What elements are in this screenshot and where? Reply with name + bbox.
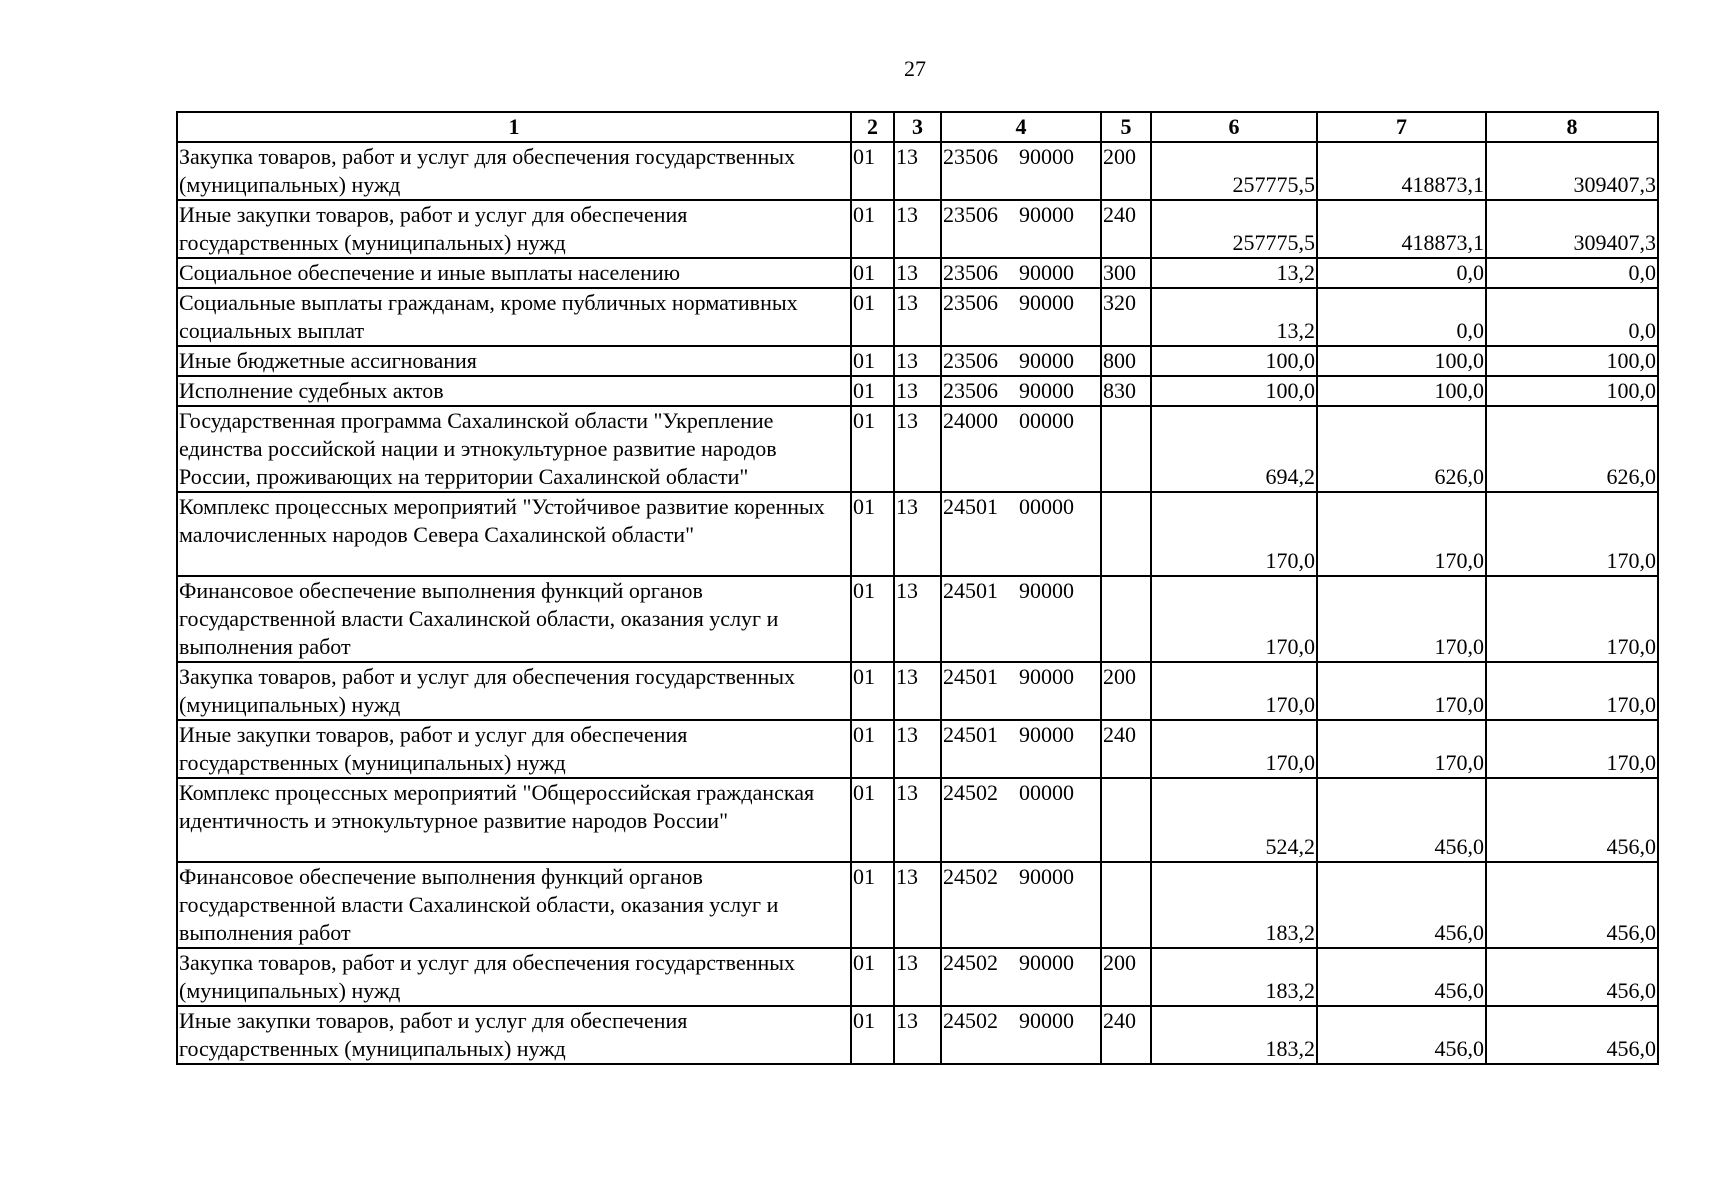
subsection-code-cell: 13 bbox=[894, 492, 941, 576]
section-code-cell: 01 bbox=[851, 492, 894, 576]
table-row bbox=[177, 492, 1658, 576]
target-article-direction: 90000 bbox=[1019, 290, 1074, 315]
amount-col-8-cell: 170,0 bbox=[1486, 492, 1658, 576]
subsection-code-cell: 13 bbox=[894, 288, 941, 346]
target-article-direction: 00000 bbox=[1019, 494, 1074, 519]
section-code-cell: 01 bbox=[851, 258, 894, 288]
target-article-cell bbox=[941, 576, 1101, 662]
target-article-direction: 90000 bbox=[1019, 348, 1074, 373]
amount-col-8-cell: 456,0 bbox=[1486, 778, 1658, 862]
expense-type-cell: 240 bbox=[1101, 1006, 1151, 1064]
target-article-direction: 90000 bbox=[1019, 664, 1074, 689]
subsection-code-cell: 13 bbox=[894, 1006, 941, 1064]
target-article-cell bbox=[941, 258, 1101, 288]
expense-type-cell: 200 bbox=[1101, 142, 1151, 200]
expense-type-cell bbox=[1101, 492, 1151, 576]
amount-col-6-cell: 13,2 bbox=[1151, 258, 1317, 288]
budget-table bbox=[176, 111, 1659, 1065]
target-article-program: 24502 bbox=[943, 864, 998, 889]
amount-col-6-cell: 170,0 bbox=[1151, 576, 1317, 662]
amount-col-6-cell: 524,2 bbox=[1151, 778, 1317, 862]
header-col-6: 6 bbox=[1151, 112, 1317, 142]
amount-col-7-cell: 170,0 bbox=[1317, 576, 1486, 662]
amount-col-7-cell: 456,0 bbox=[1317, 948, 1486, 1006]
table-row bbox=[177, 576, 1658, 662]
expense-type-cell bbox=[1101, 576, 1151, 662]
target-article-program: 24000 bbox=[943, 408, 998, 433]
subsection-code-cell: 13 bbox=[894, 862, 941, 948]
amount-col-6-cell: 257775,5 bbox=[1151, 142, 1317, 200]
target-article-direction: 90000 bbox=[1019, 378, 1074, 403]
target-article-program: 24501 bbox=[943, 578, 998, 603]
target-article-program: 23506 bbox=[943, 260, 998, 285]
header-col-8: 8 bbox=[1486, 112, 1658, 142]
subsection-code-cell: 13 bbox=[894, 346, 941, 376]
target-article-program: 24501 bbox=[943, 494, 998, 519]
amount-col-7-cell: 170,0 bbox=[1317, 720, 1486, 778]
row-name-cell: Комплекс процессных мероприятий "Общероссийская гражданская идентичность и этнокультурное развитие народов России" bbox=[177, 778, 851, 862]
header-col-5: 5 bbox=[1101, 112, 1151, 142]
amount-col-8-cell: 309407,3 bbox=[1486, 200, 1658, 258]
header-col-3: 3 bbox=[894, 112, 941, 142]
amount-col-7-cell: 170,0 bbox=[1317, 492, 1486, 576]
amount-col-7-cell: 456,0 bbox=[1317, 862, 1486, 948]
section-code-cell: 01 bbox=[851, 720, 894, 778]
page-number: 27 bbox=[904, 56, 926, 81]
target-article-program: 23506 bbox=[943, 290, 998, 315]
section-code-cell: 01 bbox=[851, 576, 894, 662]
amount-col-8-cell: 170,0 bbox=[1486, 576, 1658, 662]
target-article-program: 24501 bbox=[943, 722, 998, 747]
row-name-cell: Комплекс процессных мероприятий "Устойчивое развитие коренных малочисленных народов Севера Сахалинской области" bbox=[177, 492, 851, 576]
row-name-cell: Социальное обеспечение и иные выплаты населению bbox=[177, 258, 851, 288]
target-article-direction: 90000 bbox=[1019, 1008, 1074, 1033]
row-name-cell: Иные закупки товаров, работ и услуг для обеспечения государственных (муниципальных) нужд bbox=[177, 1006, 851, 1064]
row-name-cell: Государственная программа Сахалинской области "Укрепление единства российской нации и этнокультурное развитие народов России, проживающих на территории Сахалинской области" bbox=[177, 406, 851, 492]
section-code-cell: 01 bbox=[851, 346, 894, 376]
table-row bbox=[177, 200, 1658, 258]
subsection-code-cell: 13 bbox=[894, 576, 941, 662]
expense-type-cell: 200 bbox=[1101, 948, 1151, 1006]
expense-type-cell bbox=[1101, 778, 1151, 862]
row-name-cell: Закупка товаров, работ и услуг для обеспечения государственных (муниципальных) нужд bbox=[177, 142, 851, 200]
subsection-code-cell: 13 bbox=[894, 258, 941, 288]
section-code-cell: 01 bbox=[851, 288, 894, 346]
table-row bbox=[177, 662, 1658, 720]
amount-col-8-cell: 456,0 bbox=[1486, 1006, 1658, 1064]
table-row bbox=[177, 720, 1658, 778]
target-article-program: 24502 bbox=[943, 950, 998, 975]
target-article-cell bbox=[941, 288, 1101, 346]
header-col-4: 4 bbox=[941, 112, 1101, 142]
section-code-cell: 01 bbox=[851, 200, 894, 258]
section-code-cell: 01 bbox=[851, 406, 894, 492]
target-article-cell bbox=[941, 346, 1101, 376]
expense-type-cell bbox=[1101, 406, 1151, 492]
row-name-cell: Иные закупки товаров, работ и услуг для обеспечения государственных (муниципальных) нужд bbox=[177, 720, 851, 778]
target-article-cell bbox=[941, 862, 1101, 948]
expense-type-cell: 320 bbox=[1101, 288, 1151, 346]
section-code-cell: 01 bbox=[851, 778, 894, 862]
amount-col-8-cell: 0,0 bbox=[1486, 288, 1658, 346]
table-row bbox=[177, 376, 1658, 406]
header-row bbox=[177, 112, 1658, 142]
expense-type-cell: 300 bbox=[1101, 258, 1151, 288]
table-row bbox=[177, 288, 1658, 346]
row-name-cell: Закупка товаров, работ и услуг для обеспечения государственных (муниципальных) нужд bbox=[177, 662, 851, 720]
target-article-cell bbox=[941, 200, 1101, 258]
target-article-program: 24502 bbox=[943, 1008, 998, 1033]
subsection-code-cell: 13 bbox=[894, 720, 941, 778]
target-article-direction: 90000 bbox=[1019, 144, 1074, 169]
target-article-cell bbox=[941, 948, 1101, 1006]
table-body bbox=[177, 142, 1658, 1064]
amount-col-6-cell: 183,2 bbox=[1151, 1006, 1317, 1064]
row-name-cell: Закупка товаров, работ и услуг для обеспечения государственных (муниципальных) нужд bbox=[177, 948, 851, 1006]
subsection-code-cell: 13 bbox=[894, 948, 941, 1006]
table-row bbox=[177, 948, 1658, 1006]
header-col-1: 1 bbox=[177, 112, 851, 142]
table-row bbox=[177, 778, 1658, 862]
amount-col-7-cell: 0,0 bbox=[1317, 288, 1486, 346]
row-name-cell: Иные закупки товаров, работ и услуг для обеспечения государственных (муниципальных) нужд bbox=[177, 200, 851, 258]
amount-col-6-cell: 183,2 bbox=[1151, 948, 1317, 1006]
target-article-cell bbox=[941, 406, 1101, 492]
amount-col-8-cell: 626,0 bbox=[1486, 406, 1658, 492]
amount-col-7-cell: 456,0 bbox=[1317, 778, 1486, 862]
section-code-cell: 01 bbox=[851, 948, 894, 1006]
amount-col-7-cell: 100,0 bbox=[1317, 376, 1486, 406]
subsection-code-cell: 13 bbox=[894, 662, 941, 720]
target-article-direction: 00000 bbox=[1019, 408, 1074, 433]
expense-type-cell: 240 bbox=[1101, 720, 1151, 778]
amount-col-8-cell: 456,0 bbox=[1486, 948, 1658, 1006]
amount-col-6-cell: 694,2 bbox=[1151, 406, 1317, 492]
section-code-cell: 01 bbox=[851, 1006, 894, 1064]
amount-col-6-cell: 170,0 bbox=[1151, 720, 1317, 778]
target-article-cell bbox=[941, 376, 1101, 406]
target-article-cell bbox=[941, 778, 1101, 862]
expense-type-cell bbox=[1101, 862, 1151, 948]
amount-col-6-cell: 183,2 bbox=[1151, 862, 1317, 948]
row-name-cell: Иные бюджетные ассигнования bbox=[177, 346, 851, 376]
header-col-7: 7 bbox=[1317, 112, 1486, 142]
amount-col-6-cell: 170,0 bbox=[1151, 492, 1317, 576]
target-article-direction: 90000 bbox=[1019, 864, 1074, 889]
header-col-2: 2 bbox=[851, 112, 894, 142]
target-article-direction: 00000 bbox=[1019, 780, 1074, 805]
amount-col-7-cell: 170,0 bbox=[1317, 662, 1486, 720]
target-article-program: 24501 bbox=[943, 664, 998, 689]
section-code-cell: 01 bbox=[851, 862, 894, 948]
amount-col-7-cell: 456,0 bbox=[1317, 1006, 1486, 1064]
expense-type-cell: 830 bbox=[1101, 376, 1151, 406]
row-name-cell: Социальные выплаты гражданам, кроме публичных нормативных социальных выплат bbox=[177, 288, 851, 346]
amount-col-7-cell: 100,0 bbox=[1317, 346, 1486, 376]
target-article-direction: 90000 bbox=[1019, 950, 1074, 975]
target-article-cell bbox=[941, 142, 1101, 200]
table-row bbox=[177, 346, 1658, 376]
amount-col-7-cell: 418873,1 bbox=[1317, 200, 1486, 258]
target-article-direction: 90000 bbox=[1019, 578, 1074, 603]
expense-type-cell: 200 bbox=[1101, 662, 1151, 720]
target-article-direction: 90000 bbox=[1019, 260, 1074, 285]
amount-col-7-cell: 626,0 bbox=[1317, 406, 1486, 492]
amount-col-6-cell: 13,2 bbox=[1151, 288, 1317, 346]
target-article-direction: 90000 bbox=[1019, 202, 1074, 227]
row-name-cell: Исполнение судебных актов bbox=[177, 376, 851, 406]
row-name-cell: Финансовое обеспечение выполнения функций органов государственной власти Сахалинской области, оказания услуг и выполнения работ bbox=[177, 576, 851, 662]
amount-col-8-cell: 100,0 bbox=[1486, 376, 1658, 406]
amount-col-8-cell: 456,0 bbox=[1486, 862, 1658, 948]
amount-col-8-cell: 170,0 bbox=[1486, 720, 1658, 778]
table-row bbox=[177, 258, 1658, 288]
amount-col-8-cell: 0,0 bbox=[1486, 258, 1658, 288]
section-code-cell: 01 bbox=[851, 662, 894, 720]
table-row bbox=[177, 406, 1658, 492]
amount-col-6-cell: 100,0 bbox=[1151, 376, 1317, 406]
amount-col-6-cell: 100,0 bbox=[1151, 346, 1317, 376]
table-row bbox=[177, 1006, 1658, 1064]
target-article-program: 23506 bbox=[943, 202, 998, 227]
amount-col-7-cell: 418873,1 bbox=[1317, 142, 1486, 200]
target-article-direction: 90000 bbox=[1019, 722, 1074, 747]
target-article-program: 24502 bbox=[943, 780, 998, 805]
section-code-cell: 01 bbox=[851, 142, 894, 200]
amount-col-6-cell: 170,0 bbox=[1151, 662, 1317, 720]
amount-col-6-cell: 257775,5 bbox=[1151, 200, 1317, 258]
subsection-code-cell: 13 bbox=[894, 406, 941, 492]
amount-col-8-cell: 100,0 bbox=[1486, 346, 1658, 376]
subsection-code-cell: 13 bbox=[894, 376, 941, 406]
target-article-program: 23506 bbox=[943, 378, 998, 403]
amount-col-8-cell: 170,0 bbox=[1486, 662, 1658, 720]
amount-col-8-cell: 309407,3 bbox=[1486, 142, 1658, 200]
target-article-cell bbox=[941, 1006, 1101, 1064]
table-row bbox=[177, 862, 1658, 948]
expense-type-cell: 800 bbox=[1101, 346, 1151, 376]
subsection-code-cell: 13 bbox=[894, 200, 941, 258]
target-article-cell bbox=[941, 720, 1101, 778]
table-row bbox=[177, 142, 1658, 200]
section-code-cell: 01 bbox=[851, 376, 894, 406]
expense-type-cell: 240 bbox=[1101, 200, 1151, 258]
target-article-program: 23506 bbox=[943, 348, 998, 373]
subsection-code-cell: 13 bbox=[894, 778, 941, 862]
target-article-cell bbox=[941, 492, 1101, 576]
subsection-code-cell: 13 bbox=[894, 142, 941, 200]
target-article-cell bbox=[941, 662, 1101, 720]
row-name-cell: Финансовое обеспечение выполнения функций органов государственной власти Сахалинской области, оказания услуг и выполнения работ bbox=[177, 862, 851, 948]
amount-col-7-cell: 0,0 bbox=[1317, 258, 1486, 288]
target-article-program: 23506 bbox=[943, 144, 998, 169]
